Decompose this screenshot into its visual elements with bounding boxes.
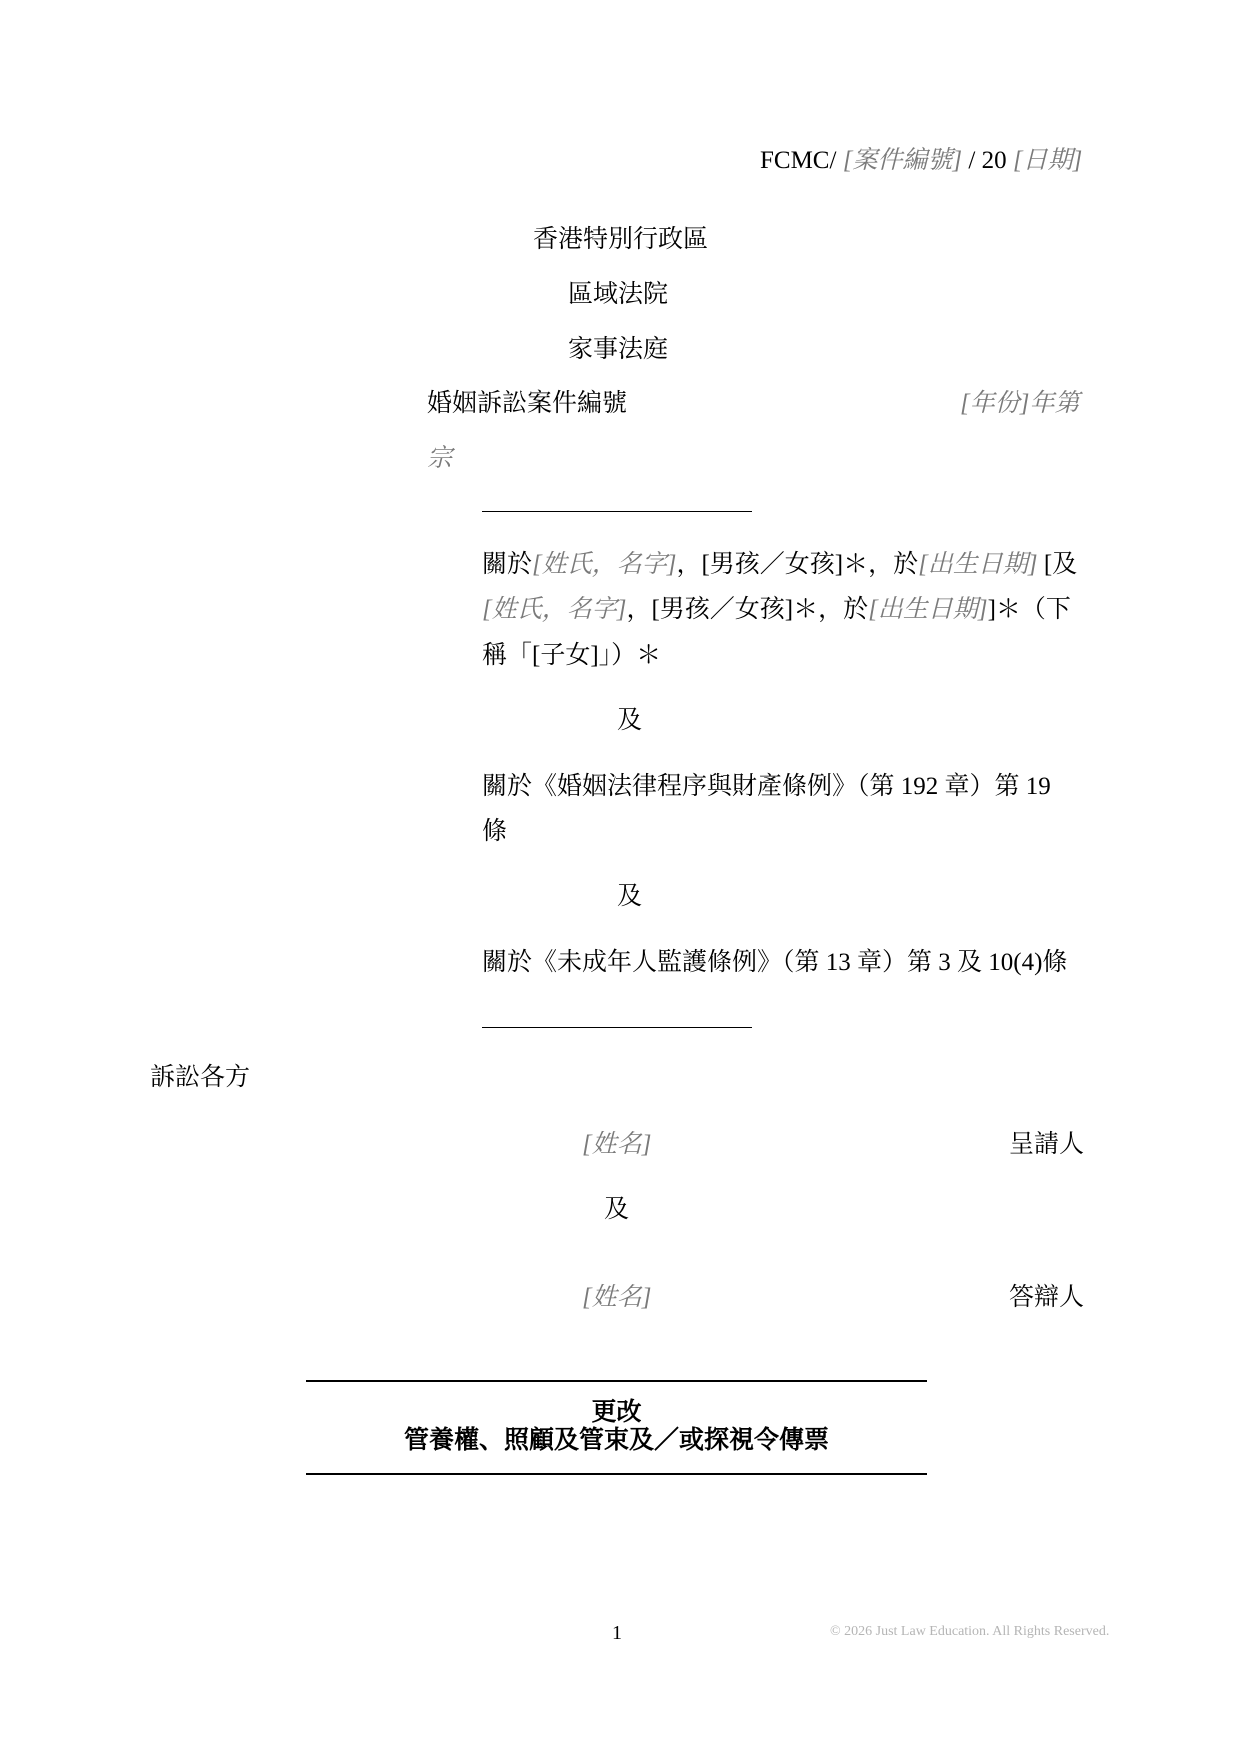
matter-text: [及 bbox=[1037, 551, 1078, 578]
matter-line-2 bbox=[482, 593, 1071, 627]
matter-text: ，[男孩／女孩]＊，於 bbox=[626, 596, 869, 623]
child-name-placeholder: [姓氏，名字] bbox=[482, 596, 627, 623]
case-number-label: 婚姻訴訟案件編號 bbox=[427, 390, 628, 417]
respondent-name-placeholder: [姓名] bbox=[582, 1284, 652, 1311]
petitioner-name-placeholder: [姓名] bbox=[582, 1131, 652, 1158]
divider-bottom bbox=[482, 1027, 752, 1028]
page-number: 1 bbox=[612, 1622, 622, 1644]
case-number-suffix1: 年第 bbox=[1029, 390, 1080, 417]
child-dob-placeholder: [出生日期] bbox=[868, 596, 988, 623]
case-number-placeholder: [案件編號] bbox=[842, 147, 963, 174]
matter-text: ，[男孩／女孩]＊，於 bbox=[676, 551, 919, 578]
and-connector-2: 及 bbox=[617, 883, 643, 910]
child-name-placeholder: [姓氏，名字] bbox=[532, 551, 677, 578]
document-title-line-2: 管養權、照顧及管束及／或探視令傳票 bbox=[403, 1427, 829, 1454]
title-rule-top bbox=[306, 1380, 927, 1382]
matter-line-3: 稱「[子女]」）＊ bbox=[482, 642, 662, 669]
court-division: 家事法庭 bbox=[568, 336, 669, 363]
case-number-suffix2: 宗 bbox=[427, 445, 453, 472]
ordinance-192-line-2: 條 bbox=[482, 818, 508, 845]
year-placeholder: [年份] bbox=[960, 390, 1030, 417]
case-date-placeholder: [日期] bbox=[1012, 147, 1083, 174]
court-region: 香港特別行政區 bbox=[533, 226, 709, 253]
copyright-notice: © 2026 Just Law Education. All Rights Reserved. bbox=[830, 1624, 1110, 1639]
matter-line-1 bbox=[482, 548, 1077, 582]
ordinance-13-line: 關於《未成年人監護條例》（第 13 章）第 3 及 10(4)條 bbox=[482, 949, 1068, 976]
case-mid: / 20 bbox=[962, 147, 1013, 174]
matter-text: ]＊（下 bbox=[987, 596, 1071, 623]
petitioner-role: 呈請人 bbox=[1009, 1131, 1085, 1158]
ordinance-192-line-1: 關於《婚姻法律程序與財產條例》（第 192 章）第 19 bbox=[482, 773, 1051, 800]
case-number-year bbox=[960, 387, 1079, 421]
parties-and: 及 bbox=[604, 1196, 630, 1223]
divider-top bbox=[482, 511, 752, 512]
document-title-line-1: 更改 bbox=[591, 1399, 642, 1426]
child-dob-placeholder: [出生日期] bbox=[918, 551, 1038, 578]
respondent-role: 答辯人 bbox=[1009, 1284, 1085, 1311]
and-connector-1: 及 bbox=[617, 707, 643, 734]
court-name: 區域法院 bbox=[568, 281, 669, 308]
parties-heading: 訴訟各方 bbox=[150, 1064, 251, 1091]
matter-text: 關於 bbox=[482, 551, 533, 578]
case-reference bbox=[760, 144, 1082, 178]
title-rule-bottom bbox=[306, 1473, 927, 1475]
case-prefix: FCMC/ bbox=[760, 147, 837, 174]
